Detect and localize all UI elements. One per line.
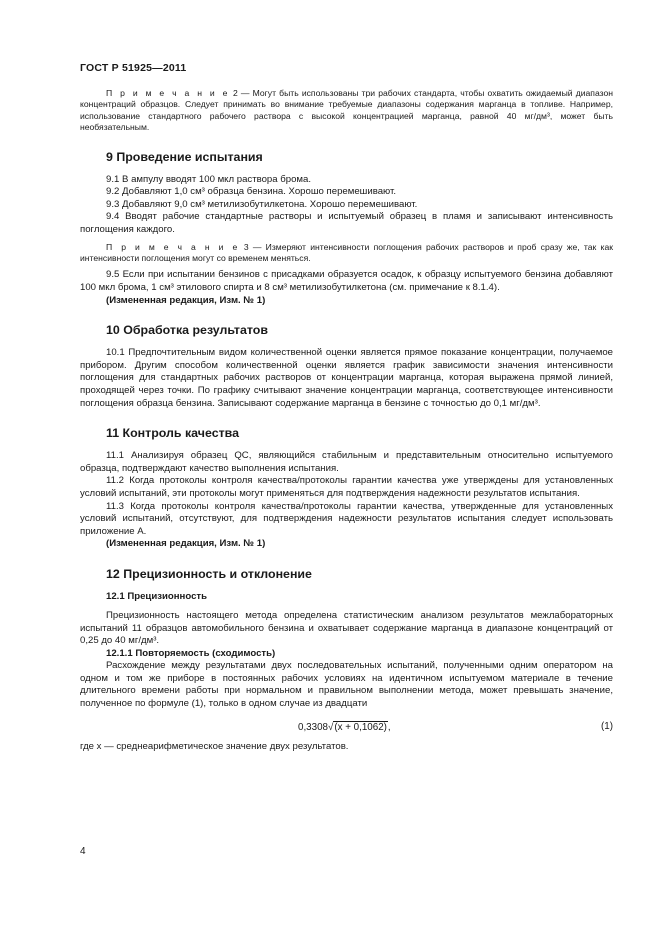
paragraph-12-1: Прецизионность настоящего метода определена статистическим анализом результатов межлабораторных испытаний 11 образцов автомобильного бензина и охватывает содержание марганца в диапазоне концентраций от 0,25 до 40 мг/дм³. bbox=[80, 609, 613, 647]
section-12-title: 12 Прецизионность и отклонение bbox=[106, 566, 312, 581]
paragraph-9-3: 9.3 Добавляют 9,0 см³ метилизобутилкетона. Хорошо перемешивают. bbox=[106, 198, 418, 210]
paragraph-11-1: 11.1 Анализируя образец QC, являющийся стабильным и представительным относительно испытуемого образца, подтверждают качество выполнения испытания. bbox=[80, 450, 613, 474]
paragraph-9-2: 9.2 Добавляют 1,0 см³ образца бензина. Хорошо перемешивают. bbox=[106, 186, 397, 198]
note-text: 2 — Могут быть использованы три рабочих стандарта, чтобы охватить ожидаемый диапазон концентраций образцов. Следует принимать во внимание требуемые диапазоны содержания марганца в топливе. Например, использование стандартного рабочего раствора с высокой концентрацией марганца, равной 40 мг/дм³, может быть необязательным. bbox=[80, 88, 613, 133]
note-3 bbox=[80, 242, 613, 265]
formula-radicand: (x + 0,1062) bbox=[334, 721, 387, 733]
amendment-note: (Измененная редакция, Изм. № 1) bbox=[106, 294, 266, 306]
paragraph-10-1: 10.1 Предпочтительным видом количественной оценки является прямое показание концентрации, получаемое прибором. Другим способом количественной оценки является график зависимости значения интенсивности поглощения для стандартных рабочих растворов от концентрации марганца, которая выражена прямой линией, проходящей через точки. По графику считывают значение концентрации марганца, соответствующее интенсивности поглощения образца бензина. Записывают содержание марганца в бензине с точностью до 0,1 мг/дм³. bbox=[80, 347, 613, 409]
formula-1 bbox=[80, 715, 613, 741]
paragraph-9-5: 9.5 Если при испытании бензинов с присадками образуется осадок, к образцу испытуемого бензина добавляют 100 мкл брома, 1 см³ этилового спирта и 8 см³ метилизобутилкетона (см. примечание к 8.1.4). bbox=[80, 269, 613, 293]
section-9-title: 9 Проведение испытания bbox=[106, 149, 263, 164]
paragraph-11-2: 11.2 Когда протоколы контроля качества/протоколы гарантии качества уже утверждены для установленных условий испытаний, эти протоколы могут применяться для подтверждения надежности результатов испытания. bbox=[80, 475, 613, 499]
section-11-title: 11 Контроль качества bbox=[106, 426, 239, 441]
formula-coefficient: 0,3308 bbox=[298, 721, 328, 733]
paragraph-12-1-1: Расхождение между результатами двух последовательных испытаний, полученными одним оператором на одном и том же приборе в постоянных рабочих условиях на идентичном испытуемом материале в течение длительного времени работы при нормальном и правильном выполнении метода, может превышать значение, полученное по формуле (1), только в одном случае из двадцати bbox=[80, 660, 613, 710]
note-2 bbox=[80, 88, 613, 134]
standard-header: ГОСТ Р 51925—2011 bbox=[80, 62, 187, 74]
formula-expression bbox=[298, 721, 391, 733]
amendment-note: (Измененная редакция, Изм. № 1) bbox=[106, 538, 266, 550]
note-label: П р и м е ч а н и е bbox=[106, 241, 240, 252]
paragraph-9-1: 9.1 В ампулу вводят 100 мкл раствора брома. bbox=[106, 173, 312, 185]
page-content bbox=[80, 88, 613, 753]
paragraph-9-4: 9.4 Вводят рабочие стандартные растворы и испытуемый образец в пламя и записывают интенсивность поглощения каждого. bbox=[80, 211, 613, 235]
note-label: П р и м е ч а н и е bbox=[106, 88, 230, 98]
page-number: 4 bbox=[80, 846, 86, 857]
note-text: 3 — Измеряют интенсивности поглощения рабочих растворов и проб сразу же, так как интенсивности поглощения могут со временем меняться. bbox=[80, 241, 613, 263]
formula-tail: , bbox=[387, 721, 391, 733]
formula-explanation: где x — среднеарифметическое значение двух результатов. bbox=[80, 740, 349, 752]
paragraph-11-3: 11.3 Когда протоколы контроля качества/протоколы гарантии качества, утвержденные для установленных условий испытаний, отсутствуют, для подтверждения надежности результатов испытания следует использовать приложение А. bbox=[80, 500, 613, 537]
subsection-12-1-1-title: 12.1.1 Повторяемость (сходимость) bbox=[106, 647, 276, 659]
subsection-12-1-title: 12.1 Прецизионность bbox=[106, 590, 208, 602]
sqrt-sign-icon: √ bbox=[327, 721, 334, 733]
formula-number: (1) bbox=[601, 720, 613, 732]
section-10-title: 10 Обработка результатов bbox=[106, 323, 268, 338]
